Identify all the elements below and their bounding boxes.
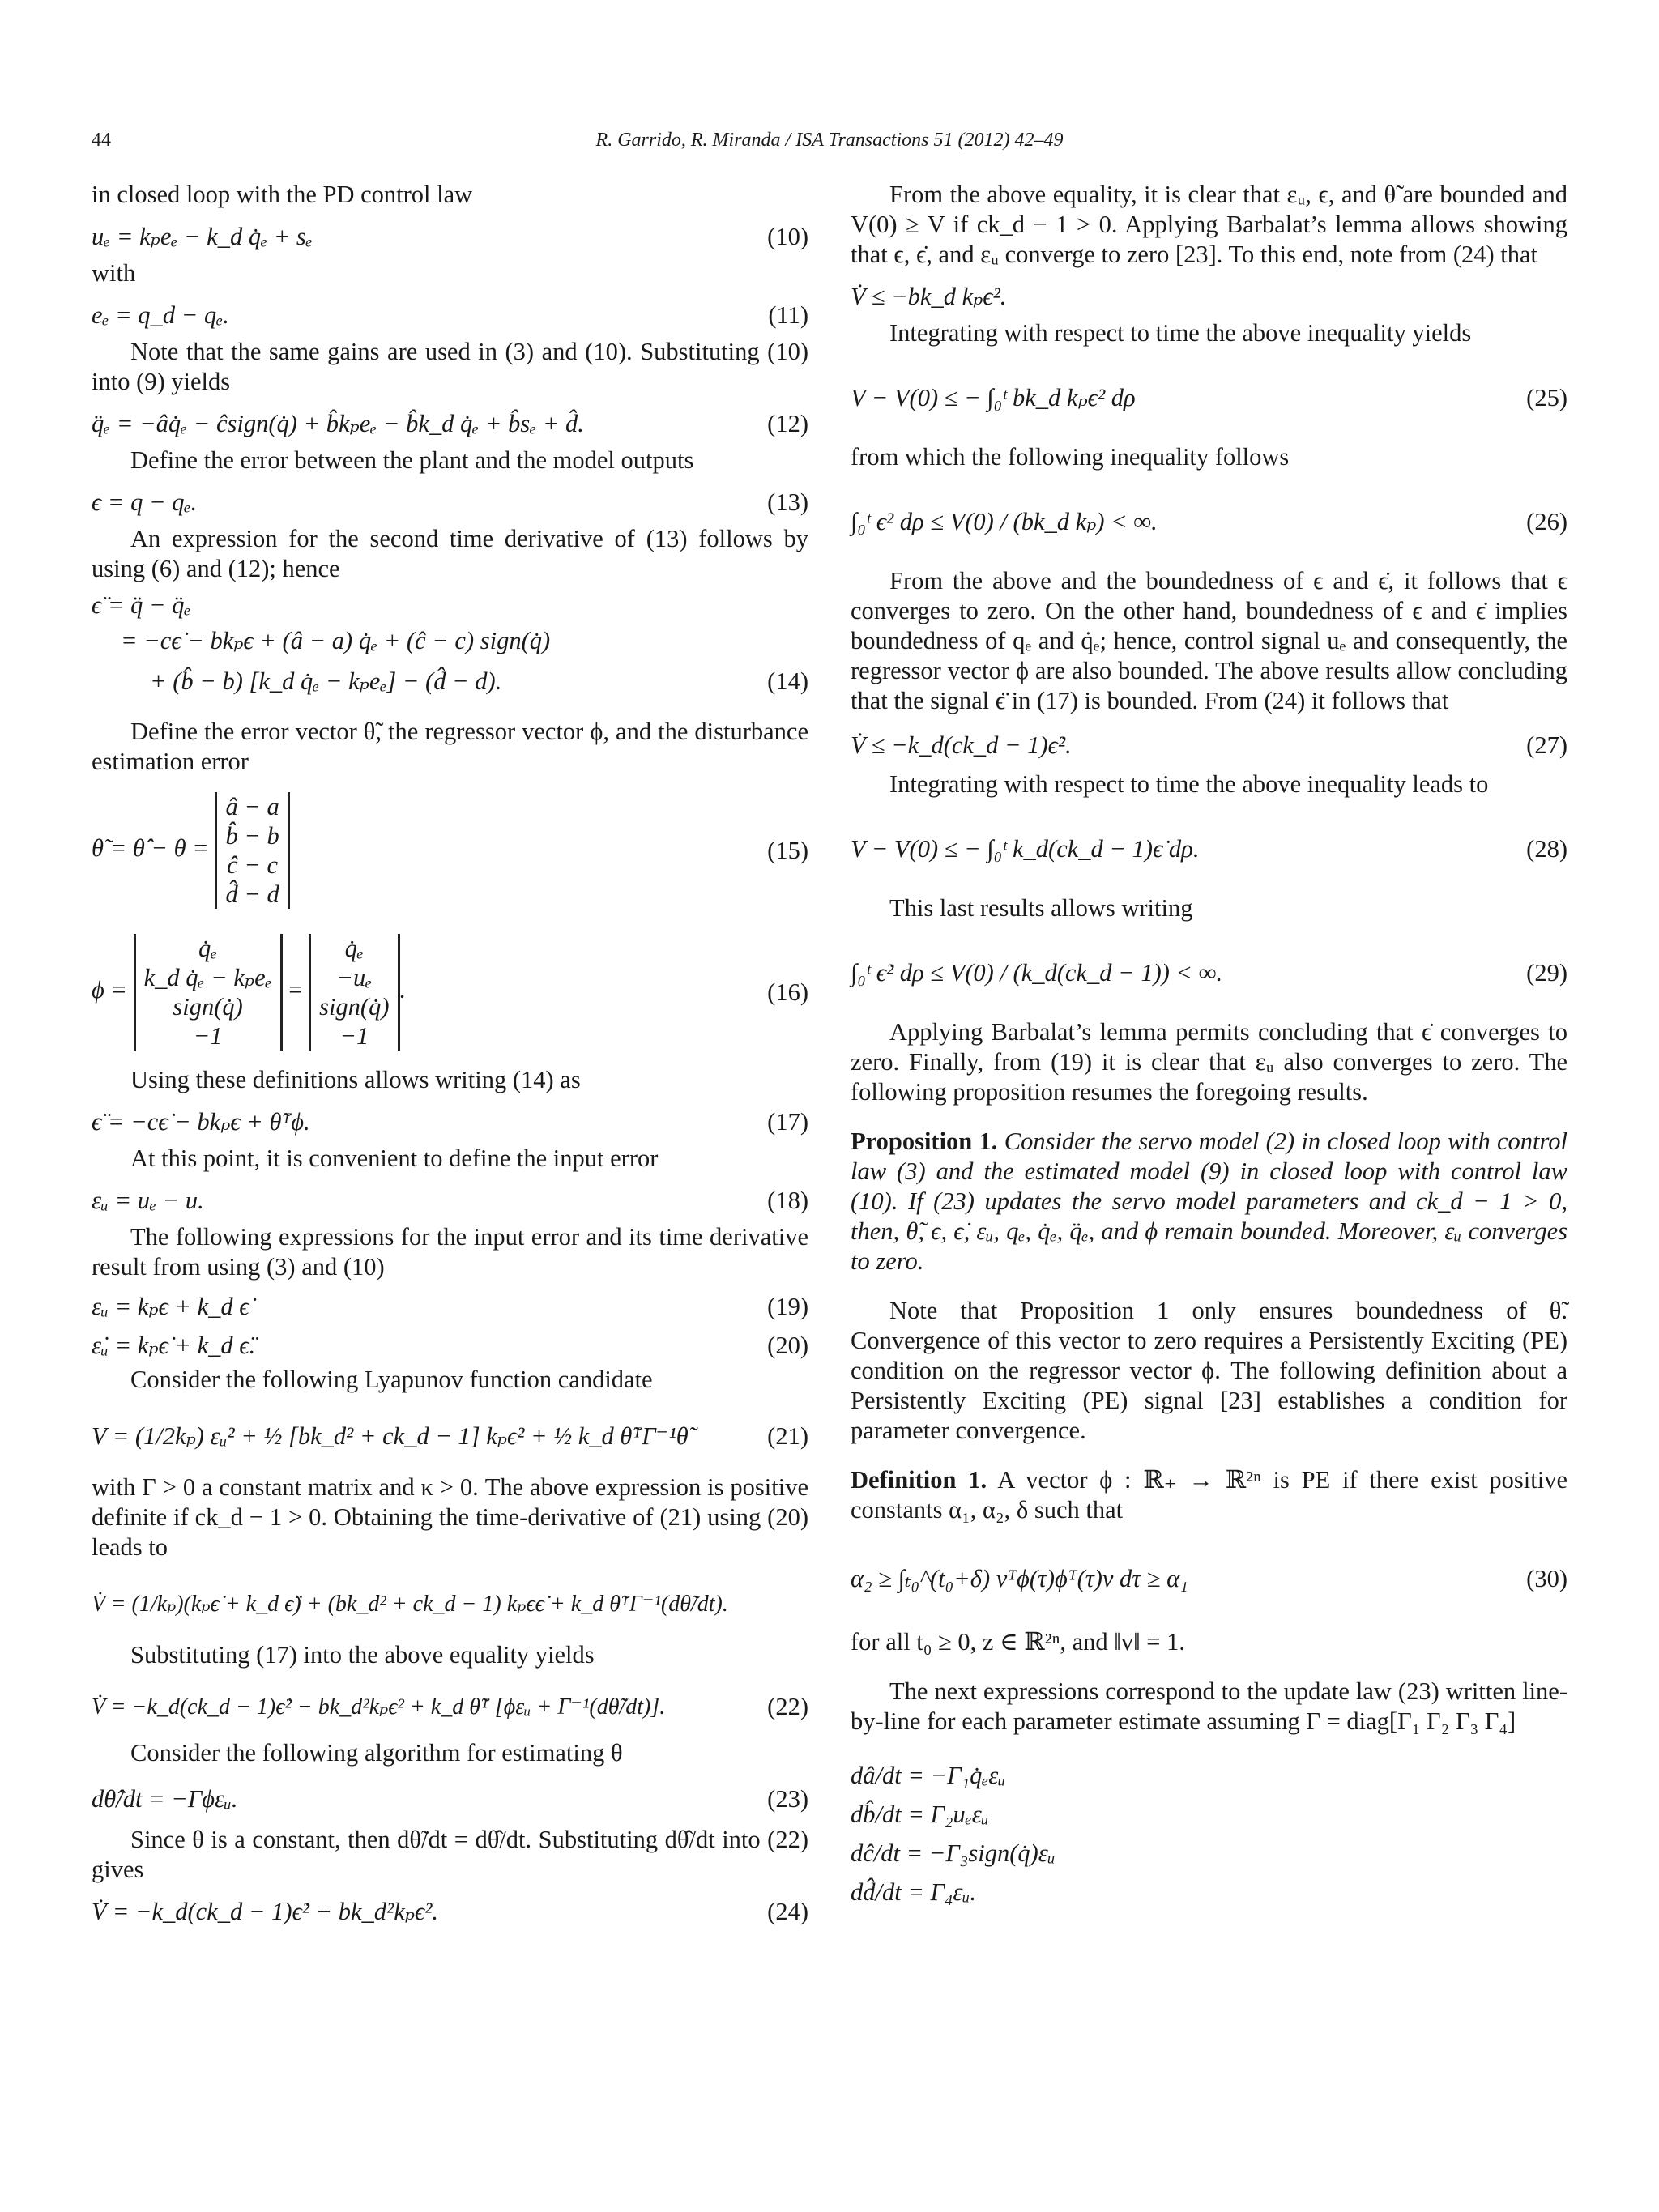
paragraph: Note that the same gains are used in (3) and (10). Substituting (10) into (9) yields <box>92 338 808 395</box>
equation-19: εᵤ = kₚϵ + k_d ϵ̇ (19) <box>92 1292 808 1320</box>
paragraph: Integrating with respect to time the above inequality leads to <box>889 770 1489 798</box>
paragraph: Applying Barbalat’s lemma permits concluding that ϵ̇ converges to zero. Finally, from (19) it is clear that εᵤ also converges to zero. The following proposition resumes the foregoing results. <box>851 1018 1567 1106</box>
equation-15: θ̃ = θ̂ − θ = â − a b̂ − b ĉ − c d̂ − d (15) <box>92 793 808 908</box>
equation-30: α₂ ≥ ∫ₜ₀^(t₀+δ) vᵀϕ(τ)ϕᵀ(τ)v dτ ≥ α₁ (30) <box>851 1564 1567 1592</box>
equation-26: ∫₀ᵗ ϵ² dρ ≤ V(0) / (bk_d kₚ) < ∞. (26) <box>851 507 1567 535</box>
paragraph: in closed loop with the PD control law <box>92 181 473 208</box>
running-head: R. Garrido, R. Miranda / ISA Transactions 51 (2012) 42–49 <box>595 130 1064 151</box>
equation-29: ∫₀ᵗ ϵ̇² dρ ≤ V(0) / (k_d(ck_d − 1)) < ∞. (29) <box>851 958 1567 987</box>
paragraph: Consider the following Lyapunov function candidate <box>130 1366 653 1393</box>
paragraph: The following expressions for the input error and its time derivative result from using (3) and (10) <box>92 1223 808 1281</box>
equation-vdot: V̇ = (1/kₚ)(kₚϵ̇ + k_d ϵ̈) + (bk_d² + ck_d − 1) kₚϵϵ̇ + k_d θ̃ᵀΓ⁻¹(dθ̃/dt). <box>92 1591 728 1617</box>
equation-18: εᵤ = uₑ − u. (18) <box>92 1186 808 1214</box>
regressor-matrix-b: q̇ₑ −uₑ sign(q̇) −1 <box>309 934 399 1051</box>
regressor-matrix-a: q̇ₑ k_d q̇ₑ − kₚeₑ sign(q̇) −1 <box>134 934 283 1051</box>
definition-1: Definition 1. A vector ϕ : ℝ₊ → ℝ²ⁿ is PE if there exist positive constants α₁, α₂, δ such that <box>851 1466 1567 1524</box>
paragraph: for all t₀ ≥ 0, z ∈ ℝ²ⁿ, and ‖v‖ = 1. <box>851 1628 1185 1656</box>
equation-13: ϵ = q − qₑ. (13) <box>92 488 808 516</box>
update-law-b: db̂/dt = Γ₂uₑεᵤ <box>851 1800 989 1828</box>
equation-14-line3: + (b̂ − b) [k_d q̇ₑ − kₚeₑ] − (d̂ − d). (14) <box>150 667 808 695</box>
equation-16: ϕ = q̇ₑ k_d q̇ₑ − kₚeₑ sign(q̇) −1 = q̇ₑ −uₑ sign(q̇) −1 . (16) <box>92 935 808 1050</box>
equation-27: V̇ ≤ −k_d(ck_d − 1)ϵ̇². (27) <box>851 731 1567 759</box>
page-number: 44 <box>92 130 111 151</box>
update-law-d: dd̂/dt = Γ₄εᵤ. <box>851 1877 977 1906</box>
equation-22: V̇ = −k_d(ck_d − 1)ϵ̇² − bk_d²kₚϵ² + k_d θ̃ᵀ [ϕεᵤ + Γ⁻¹(dθ̃/dt)]. (22) <box>92 1692 808 1720</box>
equation-24: V̇ = −k_d(ck_d − 1)ϵ̇² − bk_d²kₚϵ². (24) <box>92 1897 808 1925</box>
paragraph: Define the error vector θ̃, the regressor vector ϕ, and the disturbance estimation error <box>92 718 808 775</box>
equation-23: dθ̂/dt = −Γϕεᵤ. (23) <box>92 1784 808 1813</box>
paragraph: with Γ > 0 a constant matrix and κ > 0. The above expression is positive definite if ck_d − 1 > 0. Obtaining the time-derivative of (21) using (20) leads to <box>92 1473 808 1561</box>
equation-10: uₑ = kₚeₑ − k_d q̇ₑ + sₑ (10) <box>92 222 808 250</box>
paragraph: Note that Proposition 1 only ensures boundedness of θ̃. Convergence of this vector to zero requires a Persistently Exciting (PE) condition on the regressor vector ϕ. The following definition about a Persistently Exciting (PE) signal [23] establishes a condition for parameter convergence. <box>851 1297 1567 1444</box>
paragraph: Using these definitions allows writing (14) as <box>130 1066 581 1093</box>
paragraph: From the above equality, it is clear that εᵤ, ϵ, and θ̃ are bounded and V(0) ≥ V if ck_d − 1 > 0. Applying Barbalat’s lemma allows showing that ϵ, ϵ̇, and εᵤ converge to zero [23]. To this end, note from (24) that <box>851 181 1567 268</box>
left-column <box>92 180 808 1933</box>
equation-28: V − V(0) ≤ − ∫₀ᵗ k_d(ck_d − 1)ϵ̇ dρ. (28) <box>851 834 1567 863</box>
equation-17: ϵ̈ = −cϵ̇ − bkₚϵ + θ̃ᵀϕ. (17) <box>92 1107 808 1136</box>
paragraph: with <box>92 259 136 287</box>
equation-11: eₑ = q_d − qₑ. (11) <box>92 300 808 329</box>
paragraph: Consider the following algorithm for estimating θ <box>130 1739 623 1767</box>
paragraph: Since θ is a constant, then dθ̃/dt = dθ̂/dt. Substituting dθ̂/dt into (22) gives <box>92 1826 808 1883</box>
equation-14-line2: = −cϵ̇ − bkₚϵ + (â − a) q̇ₑ + (ĉ − c) sign(q̇) <box>121 626 551 654</box>
paragraph: Define the error between the plant and the model outputs <box>130 446 694 474</box>
equation-21: V = (1/2kₚ) εᵤ² + ½ [bk_d² + ck_d − 1] kₚϵ² + ½ k_d θ̃ᵀΓ⁻¹θ̃ (21) <box>92 1421 808 1450</box>
equation-25: V − V(0) ≤ − ∫₀ᵗ bk_d kₚϵ² dρ (25) <box>851 383 1567 411</box>
right-column <box>851 180 1567 1912</box>
paragraph: from which the following inequality follows <box>851 443 1290 471</box>
proposition-1: Proposition 1. Consider the servo model (2) in closed loop with control law (3) and the estimated model (9) in closed loop with control law (10). If (23) updates the servo model parameters and ck_d − 1 > 0, then, θ̃, ϵ, ϵ̇, εᵤ, qₑ, q̇ₑ, q̈ₑ, and ϕ remain bounded. Moreover, εᵤ converges to zero. <box>851 1127 1567 1275</box>
paragraph: The next expressions correspond to the update law (23) written line-by-line for each parameter estimate assuming Γ = diag[Γ₁ Γ₂ Γ₃ Γ₄] <box>851 1677 1567 1735</box>
paragraph: Substituting (17) into the above equality yields <box>130 1641 595 1669</box>
paragraph: An expression for the second time derivative of (13) follows by using (6) and (12); hence <box>92 525 808 582</box>
equation-12: q̈ₑ = −âq̇ₑ − ĉsign(q̇) + b̂kₚeₑ − b̂k_d q̇ₑ + b̂sₑ + d̂. (12) <box>92 409 808 437</box>
equation-vdot-bound: V̇ ≤ −bk_d kₚϵ². <box>851 282 1007 310</box>
paragraph: At this point, it is convenient to define the input error <box>130 1144 659 1172</box>
equation-14-line1: ϵ̈ = q̈ − q̈ₑ <box>92 590 191 619</box>
update-law-a: dâ/dt = −Γ₁q̇ₑεᵤ <box>851 1761 1006 1789</box>
paragraph: Integrating with respect to time the above inequality yields <box>889 319 1472 347</box>
paragraph: This last results allows writing <box>889 894 1193 922</box>
equation-20: ε̇ᵤ = kₚϵ̇ + k_d ϵ̈. (20) <box>92 1331 808 1359</box>
update-law-c: dĉ/dt = −Γ₃sign(q̇)εᵤ <box>851 1839 1056 1867</box>
paragraph: From the above and the boundedness of ϵ and ϵ̇, it follows that ϵ converges to zero. On the other hand, boundedness of ϵ and ϵ̇ implies boundedness of qₑ and q̇ₑ; hence, control signal uₑ and consequently, the regressor vector ϕ are also bounded. The above results allow concluding that the signal ϵ̈ in (17) is bounded. From (24) it follows that <box>851 567 1567 714</box>
parameter-error-matrix: â − a b̂ − b ĉ − c d̂ − d <box>215 792 289 909</box>
